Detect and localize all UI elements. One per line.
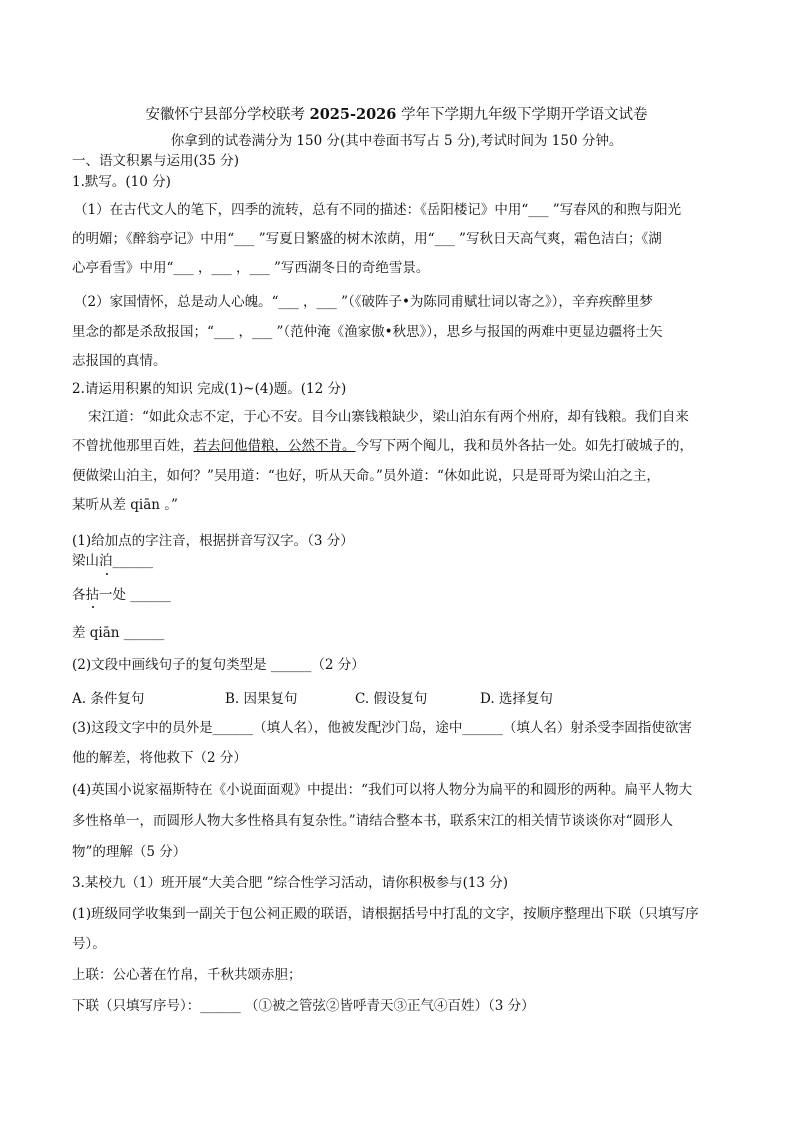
title-year: 2025-2026: [309, 106, 397, 123]
title-prefix: 安徽怀宁县部分学校联考: [145, 107, 310, 123]
q2-sub3-line1: (3)这段文字中的员外是______（填人名），他被发配沙门岛，途中______（填人名）射杀受李固指使欲害: [72, 720, 692, 736]
option-d: D. 选择复句: [480, 691, 553, 707]
q1-part2-line3: 志报国的真情。: [72, 353, 167, 369]
q2-sub1-heading: (1)给加点的字注音，根据拼音写汉字。（3 分）: [72, 533, 354, 549]
exam-title: [0, 103, 793, 124]
upper-couplet: 上联：公心著在竹帛，千秋共颂赤胆；: [72, 967, 302, 983]
q2-passage-line3: 便做梁山泊主，如何？”吴用道：“也好，听从天命。”员外道：“休如此说，只是哥哥为梁山泊之主，: [72, 468, 660, 484]
q2-sub1-item-a: 梁山泊______: [72, 553, 153, 569]
emphasis-dot: [92, 606, 94, 608]
q2-passage-line1: 宋江道：“如此众志不定，于心不安。目今山寨钱粮缺少，梁山泊东有两个州府，却有钱粮。我们自来: [88, 409, 689, 425]
option-a: A. 条件复句: [72, 691, 145, 707]
option-b: B. 因果复句: [225, 691, 298, 707]
q2-sub3-line2: 他的解差，将他救下（2 分）: [72, 750, 247, 766]
q2-sub2-heading: (2)文段中画线句子的复句类型是 ______（2 分）: [72, 657, 365, 673]
q1-part1-line2: 的明媚；《醉翁亭记》中用“___ ”写夏日繁盛的树木浓荫，用“___ ”写秋日天高气爽，霜色洁白；《湖: [72, 231, 662, 247]
q1-part2-line1: （2）家国情怀，总是动人心魄。“___ ，___ ”（《破阵子•为陈同甫赋壮词以寄之》），辛弃疾醉里梦: [74, 294, 653, 310]
q3-heading: 3.某校九（1）班开展“大美合肥 ”综合性学习活动，请你积极参与(13 分): [72, 875, 509, 891]
exam-subtitle: 你拿到的试卷满分为 150 分(其中卷面书写占 5 分),考试时间为 150 分钟。: [170, 133, 623, 149]
option-c: C. 假设复句: [355, 691, 428, 707]
q2-sub1-item-b: 各拈一处 ______: [72, 587, 171, 603]
q2-passage-line2: [72, 437, 693, 455]
q3-sub1-line1: (1)班级同学收集到一副关于包公祠正殿的联语，请根据括号中打乱的文字，按顺序整理出下联（只填写序: [72, 906, 699, 922]
q2-sub4-line3: 物”的理解（5 分）: [72, 844, 187, 860]
q2-sub4-line2: 多性格单一，而圆形人物大多性格具有复杂性。”请结合整本书，联系宋江的相关情节谈谈你对“圆形人: [72, 813, 674, 829]
passage-text: 不曾扰他那里百姓，: [72, 438, 194, 454]
passage-text: 今写下两个阄儿，我和员外各拈一处。如先打破城子的，: [355, 438, 693, 454]
q3-sub1-line2: 号）。: [72, 936, 106, 952]
emphasis-dot: [106, 573, 108, 575]
underlined-sentence: 若去问他借粮，公然不肯。: [193, 438, 356, 454]
q1-part1-line1: （1）在古代文人的笔下，四季的流转，总有不同的描述：《岳阳楼记》中用“___ ”写春风的和煦与阳光: [74, 202, 682, 218]
q2-heading: 2.请运用积累的知识 完成(1)~(4)题。(12 分): [72, 381, 347, 397]
title-suffix: 学年下学期九年级下学期开学语文试卷: [396, 107, 648, 123]
q2-passage-line4: 某听从差 qiān 。”: [72, 497, 178, 513]
q1-part2-line2: 里念的都是杀敌报国；“___ ，___ ”（范仲淹《渔家傲•秋思》），思乡与报国的两难中更显边疆将士矢: [72, 324, 663, 340]
section-heading: 一、语文积累与运用(35 分): [72, 153, 240, 169]
lower-couplet: 下联（只填写序号）：______ （①被之管弦②皆呼青天③正气④百姓）（3 分）: [72, 998, 535, 1014]
q2-sub1-item-c: 差 qiān ______: [72, 625, 165, 641]
q2-sub4-line1: (4)英国小说家福斯特在《小说面面观》中提出：“我们可以将人物分为扁平的和圆形的两种。扁平人物大: [72, 782, 693, 798]
q1-part1-line3: 心亭看雪》中用“___ ，___ ，___ ”写西湖冬日的奇绝雪景。: [72, 260, 430, 276]
q1-heading: 1.默写。(10 分): [72, 174, 171, 190]
